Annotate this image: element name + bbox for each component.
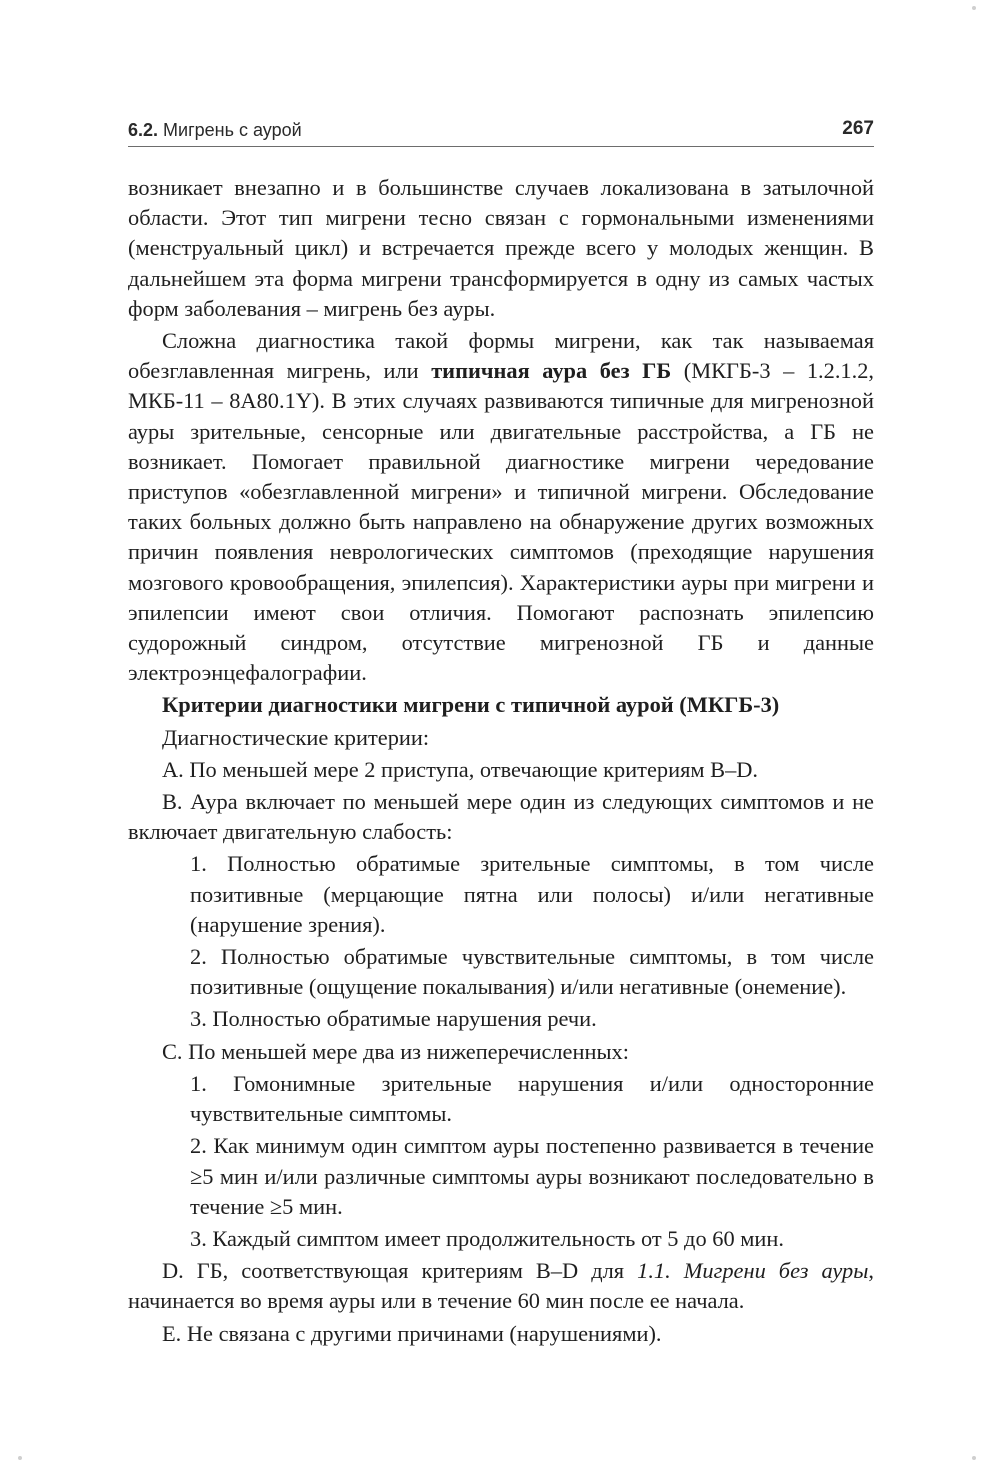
page-number: 267 xyxy=(842,118,874,139)
section-number: 6.2. xyxy=(128,120,159,140)
criterion-a: A. По меньшей мере 2 приступа, отвечающие критериям B–D. xyxy=(162,756,759,782)
section-title: Мигрень с аурой xyxy=(163,120,302,140)
criterion-e: E. Не связана с другими причинами (нарушениями). xyxy=(162,1320,662,1346)
page-body xyxy=(128,173,874,1351)
criterion-d-reference: 1.1. Мигрени без ауры xyxy=(637,1258,869,1284)
criterion-d-start: D. ГБ, соответствующая критериям B–D для xyxy=(162,1258,638,1284)
section-label xyxy=(128,120,302,141)
paragraph-headless-migraine-start: Сложна диагностика такой формы мигрени, как так называемая обезглавленная мигрень, или xyxy=(128,328,874,384)
scan-dot-top-right xyxy=(972,6,976,10)
criterion-d xyxy=(128,1256,874,1316)
criterion-c1: 1. Гомонимные зрительные нарушения и/или односторонние чувствительные симптомы. xyxy=(190,1070,874,1127)
criterion-b: B. Аура включает по меньшей мере один из следующих симптомов и не включает двигательную слабость: xyxy=(128,789,874,845)
scan-dot-bottom-right xyxy=(972,1456,976,1460)
paragraph-headless-migraine xyxy=(128,326,874,688)
term-typical-aura: типичная аура без ГБ xyxy=(431,358,672,384)
diagnostic-criteria-label: Диагностические критерии: xyxy=(162,724,430,750)
scan-dot-bottom-left xyxy=(18,1456,22,1460)
running-header xyxy=(128,116,874,146)
criterion-b1: 1. Полностью обратимые зрительные симптомы, в том числе позитивные (мерцающие пятна или полосы) и/или негативные (нарушение зрения). xyxy=(190,851,874,937)
paragraph-headless-migraine-end: (МКГБ-3 – 1.2.1.2, МКБ-11 – 8A80.1Y). В этих случаях развиваются типичные для мигренозной ауры зрительные, сенсорные или двигательные расстройства, а ГБ не возникает. Помогает правильной диагностике мигрени чередование приступов «обезглавленной мигрени» и типичной мигрени. Обследование таких больных должно быть направлено на обнаружение других возможных причин появления неврологических симптомов (преходящие нарушения мозгового кровообращения, эпилепсия). Характеристики ауры при мигрени и эпилепсии имеют свои отличия. Помогают распознать эпилепсию судорожный синдром, отсутствие мигренозной ГБ и данные электроэнцефалографии. xyxy=(128,358,875,686)
header-rule xyxy=(128,146,874,147)
paragraph-continued: возникает внезапно и в большинстве случаев локализована в затылочной области. Этот тип мигрени тесно связан с гормональными изменениями (менструальный цикл) и встречается прежде всего у молодых женщин. В дальнейшем эта форма мигрени трансформируется в одну из самых частых форм заболевания – мигрень без ауры. xyxy=(128,175,874,321)
criterion-c: C. По меньшей мере два из нижеперечисленных: xyxy=(162,1038,629,1064)
criterion-c2: 2. Как минимум один симптом ауры постепенно развивается в течение ≥5 мин и/или различные симптомы ауры возникают последовательно в течение ≥5 мин. xyxy=(190,1133,874,1219)
criterion-b2: 2. Полностью обратимые чувствительные симптомы, в том числе позитивные (ощущение покалывания) и/или негативные (онемение). xyxy=(190,944,874,1000)
criterion-c3: 3. Каждый симптом имеет продолжительность от 5 до 60 мин. xyxy=(190,1225,784,1251)
criteria-heading: Критерии диагностики мигрени с типичной аурой (МКГБ-3) xyxy=(162,692,780,718)
criterion-d-end: , начинается во время ауры или в течение 60 мин после ее начала. xyxy=(128,1258,874,1314)
criterion-b3: 3. Полностью обратимые нарушения речи. xyxy=(190,1006,597,1032)
